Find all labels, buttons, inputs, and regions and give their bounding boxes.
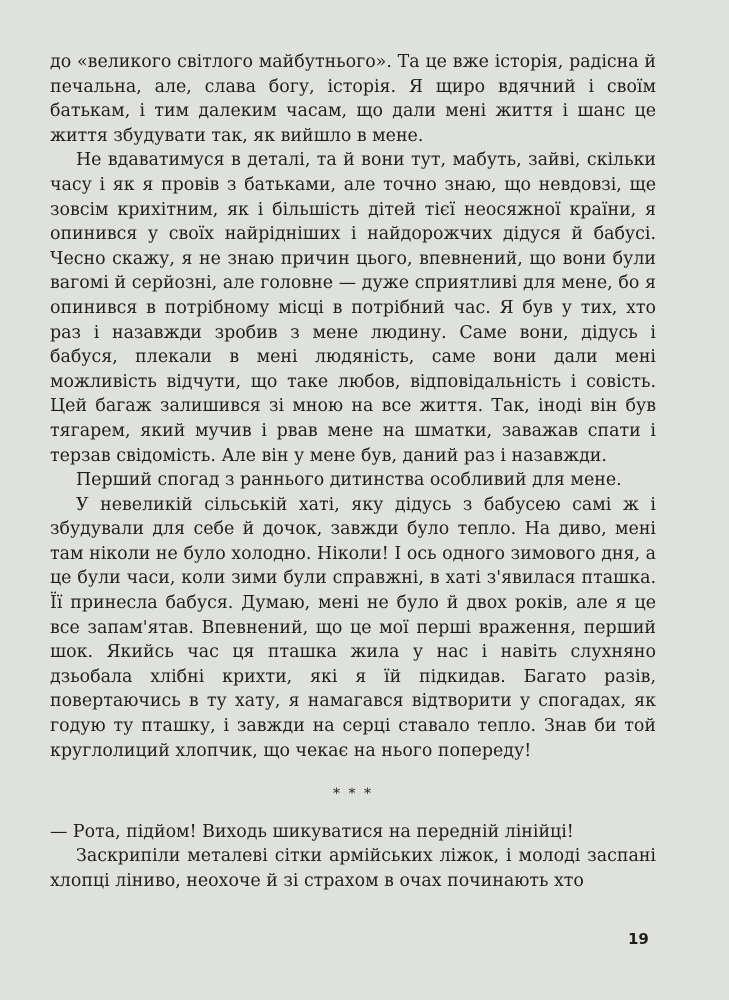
paragraph-4: У невеликій сільській хаті, яку дідусь з бабусею самі ж і збудували для себе й дочок, завжди було тепло. На диво, мені там ніколи не було холодно. Ніколи! І ось одного зимового дня, а це були часи, коли зими були справжні, в хаті з'явилася пташка. Її принесла бабуся. Думаю, мені не було й двох років, але я це все запам'ятав. Впевнений, що це мої перші враження, перший шок. Якийсь час ця пташка жила у нас і навіть слухняно дзьобала хлібні крихти, які я їй підкидав. Багато разів, повертаючись в ту хату, я намагався відтворити у спогадах, як годую ту пташку, і завжди на серці ставало тепло. Знав би той круглолиций хлопчик, що чекає на нього попереду! <box>50 494 656 761</box>
paragraph-5: Заскрипіли металеві сітки армійських ліжок, і молоді заспані хлопці ліниво, неохоче й зі страхом в очах починають хто <box>50 846 656 891</box>
paragraph-3: Перший спогад з раннього дитинства особливий для мене. <box>76 470 622 491</box>
paragraph-1: до «великого світлого майбутнього». Та це вже історія, радісна й печальна, але, слава богу, історія. Я щиро вдячний і своїм батькам, і тим далеким часам, що дали мені життя і шанс це життя збудувати так, як вийшло в мене. <box>50 52 656 146</box>
dialogue-line: — Рота, підйом! Виходь шикуватися на передній лінійці! <box>50 821 574 842</box>
section-separator: * * * <box>333 786 373 803</box>
paragraph-2: Не вдаватимуся в деталі, та й вони тут, мабуть, зайві, скільки часу і як я провів з батьками, але точно знаю, що невдовзі, ще зовсім крихітним, як і більшість дітей тієї неосяжної країни, я опинився у своїх найрідніших і найдорожчих дідуся й бабусі. Чесно скажу, я не знаю причин цього, впевнений, що вони були вагомі й серйозні, але головне — дуже сприятливі для мене, бо я опинився в потрібному місці в потрібний час. Я був у тих, хто раз і назавжди зробив з мене людину. Саме вони, дідусь і бабуся, плекали в мені людяність, саме вони дали мені можливість відчути, що таке любов, відповідальність і совість. Цей багаж залишився зі мною на все життя. Так, іноді він був тягарем, який мучив і рвав мене на шматки, заважав спати і терзав свідомість. Але він у мене був, даний раз і назавжди. <box>50 150 656 466</box>
page-number: 19 <box>628 930 649 948</box>
body-text <box>50 50 656 894</box>
